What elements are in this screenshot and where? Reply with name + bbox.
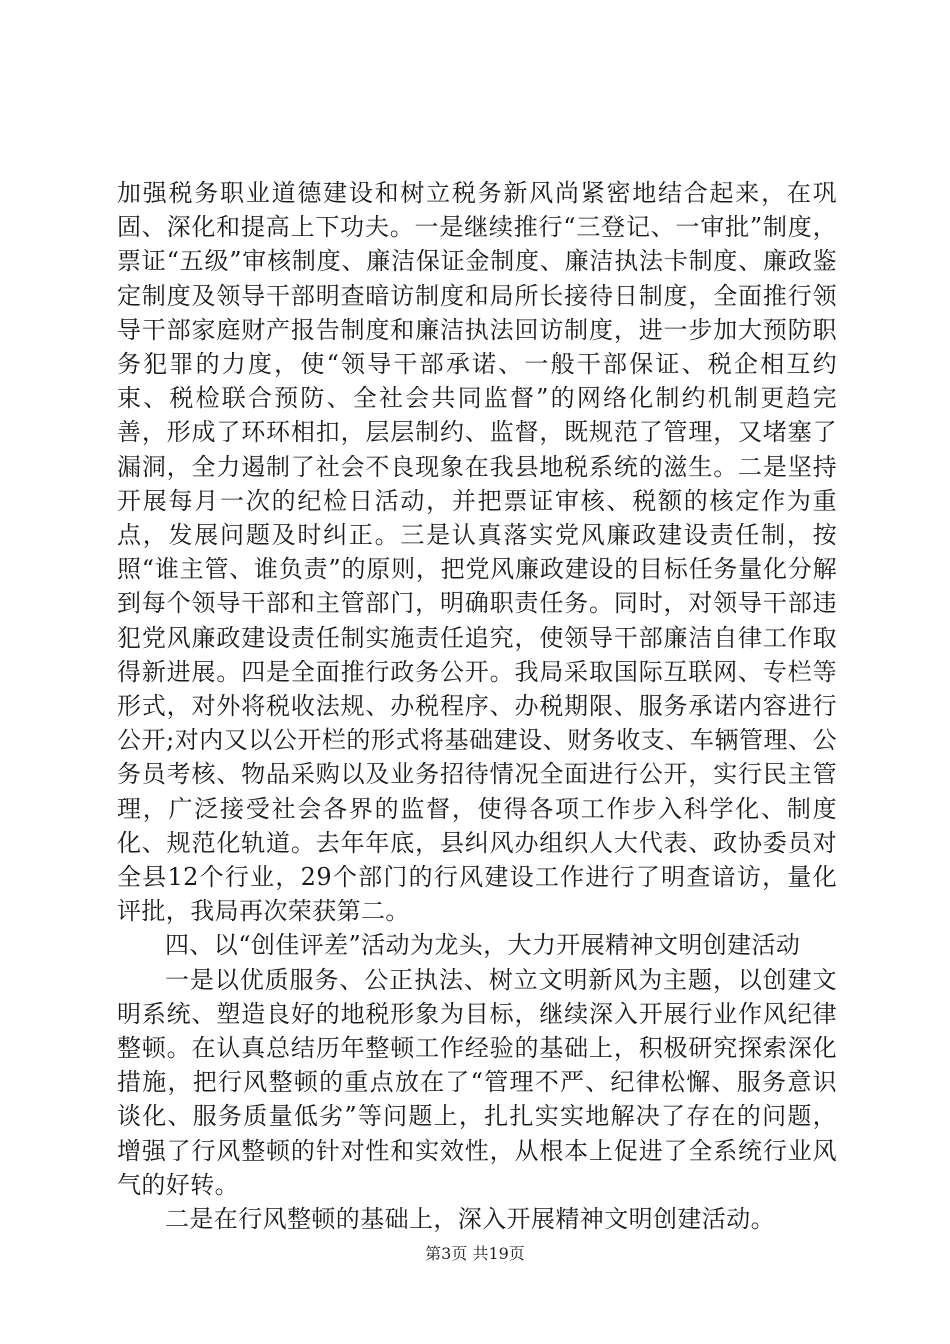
page-number-footer: 第3页 共19页	[425, 1244, 525, 1263]
document-body	[117, 176, 837, 1236]
section-heading-4: 四、以“创佳评差”活动为龙头，大力开展精神文明创建活动	[165, 931, 801, 960]
body-paragraph-2: 一是以优质服务、公正执法、树立文明新风为主题，以创建文明系统、塑造良好的地税形象为目标，继续深入开展行业作风纪律整顿。在认真总结历年整顿工作经验的基础上，积极研究探索深化措施，把行风整顿的重点放在了“管理不严、纪律松懈、服务意识谈化、服务质量低劣”等问题上，扎扎实实地解决了存在的问题，增强了行风整顿的针对性和实效性，从根本上促进了全系统行业风气的好转。	[117, 965, 837, 1199]
body-paragraph-1: 加强税务职业道德建设和树立税务新风尚紧密地结合起来，在巩固、深化和提高上下功夫。一是继续推行“三登记、一审批”制度，票证“五级”审核制度、廉洁保证金制度、廉洁执法卡制度、廉政鉴定制度及领导干部明查暗访制度和局所长接待日制度，全面推行领导干部家庭财产报告制度和廉洁执法回访制度，进一步加大预防职务犯罪的力度，使“领导干部承诺、一般干部保证、税企相互约束、税检联合预防、全社会共同监督”的网络化制约机制更趋完善，形成了环环相扣，层层制约、监督，既规范了管理，又堵塞了漏洞，全力遏制了社会不良现象在我县地税系统的滋生。二是坚持开展每月一次的纪检日活动，并把票证审核、税额的核定作为重点，发展问题及时纠正。三是认真落实党风廉政建设责任制，按照“谁主管、谁负责”的原则，把党风廉政建设的目标任务量化分解到每个领导干部和主管部门，明确职责任务。同时，对领导干部违犯党风廉政建设责任制实施责任追究，使领导干部廉洁自律工作取得新进展。四是全面推行政务公开。我局采取国际互联网、专栏等形式，对外将税收法规、办税程序、办税期限、服务承诺内容进行公开;对内又以公开栏的形式将基础建设、财务收支、车辆管理、公务员考核、物品采购以及业务招待情况全面进行公开，实行民主管理，广泛接受社会各界的监督，使得各项工作步入科学化、制度化、规范化轨道。去年年底，县纠风办组织人大代表、政协委员对全县12个行业，29个部门的行风建设工作进行了明查谙访，量化评批，我局再次荣获第二。	[117, 179, 837, 926]
body-paragraph-3: 二是在行风整顿的基础上，深入开展精神文明创建活动。	[165, 1205, 775, 1234]
